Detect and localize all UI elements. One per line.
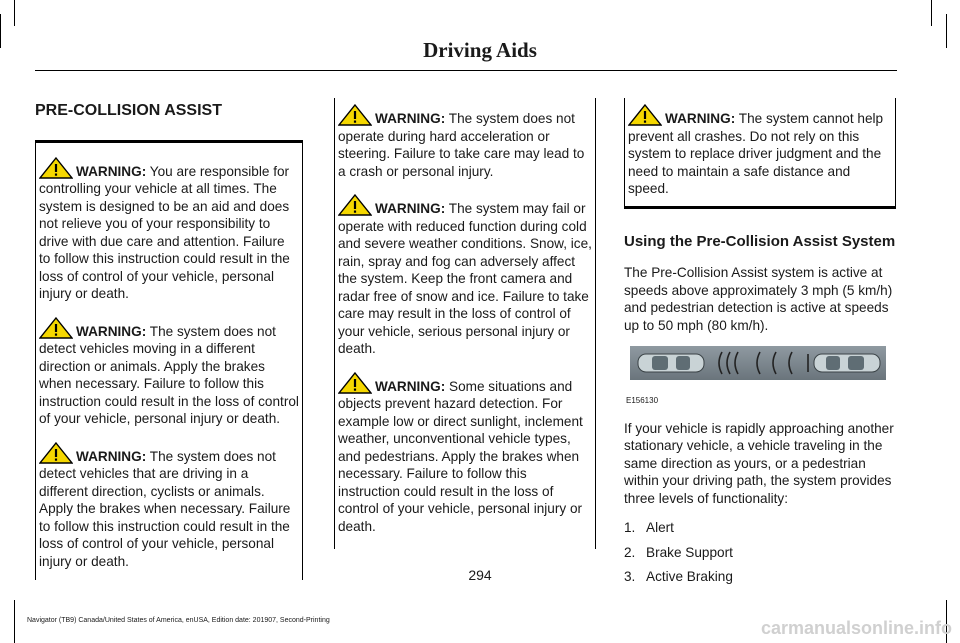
warning-triangle-icon: [628, 104, 662, 126]
warning-text: The system does not detect vehicles moving in a different direction or animals. Apply the brakes when necessary. Failure to follow this instruction could result in the loss of control of your vehicle, personal injury or death.: [39, 323, 299, 426]
paragraph: If your vehicle is rapidly approaching another stationary vehicle, a vehicle traveling in the same direction as yours, or a pedestrian within your driving path, the system provides three levels of functionality:: [624, 420, 894, 506]
footer-edition-text: Navigator (TB9) Canada/United States of America, enUSA, Edition date: 201907, Second-Printing: [27, 617, 330, 624]
list-number: 1.: [624, 520, 636, 535]
warning-block: [338, 194, 592, 358]
pre-collision-illustration: [630, 346, 886, 390]
paragraph: The Pre-Collision Assist system is active at speeds above approximately 3 mph (5 km/h) and pedestrian detection is active at speeds up to 50 mph (80 km/h).: [624, 265, 893, 333]
warning-text: You are responsible for controlling your vehicle at all times. The system is designed to be an aid and does not relieve you of your responsibility to drive with due care and attention. Failure to follow this instruction could result in the loss of control of your vehicle, personal injury or death.: [39, 163, 290, 301]
list-number: 3.: [624, 569, 636, 584]
watermark: carmanualsonline.info: [760, 618, 952, 638]
list-number: 2.: [624, 544, 636, 560]
list-text: Brake Support: [646, 544, 733, 560]
warning-triangle-icon: [39, 442, 73, 464]
crop-mark: [931, 0, 932, 26]
list-item: [624, 519, 896, 537]
section-heading: PRE-COLLISION ASSIST: [35, 102, 222, 119]
warning-label: WARNING:: [76, 448, 147, 464]
column-2: [334, 98, 596, 549]
warning-label: WARNING:: [76, 163, 147, 179]
warning-triangle-icon: [338, 194, 372, 216]
crop-mark: [14, 0, 15, 26]
warning-box: [624, 98, 896, 209]
warning-triangle-icon: [338, 104, 372, 126]
warning-block: [39, 442, 299, 571]
warning-text: The system does not operate during hard acceleration or steering. Failure to take care may lead to a crash or personal injury.: [338, 111, 585, 179]
warning-text: The system does not detect vehicles that are driving in a different direction, cyclists or animals. Apply the brakes when necessary. Failure to follow this instruction could result in the loss of control of your vehicle, personal injury or death.: [39, 448, 291, 569]
page-number: 294: [468, 567, 492, 583]
warning-box: [334, 98, 596, 549]
crop-mark: [14, 600, 15, 643]
page-header-title: Driving Aids: [423, 38, 537, 62]
warning-block: [338, 104, 592, 180]
list-text: Active Braking: [646, 569, 733, 584]
list-item: [624, 544, 896, 562]
warning-text: The system cannot help prevent all crashes. Do not rely on this system to replace driver judgment and the need to maintain a safe distance and speed.: [628, 111, 884, 196]
vehicle-detection-graphic: [630, 346, 886, 380]
warning-block: [628, 104, 892, 198]
target-vehicle-icon: [814, 354, 880, 372]
warning-block: [39, 317, 299, 428]
column-3: [624, 98, 896, 593]
warning-label: WARNING:: [375, 378, 446, 394]
sub-heading: Using the Pre-Collision Assist System: [624, 232, 896, 250]
warning-block: [338, 372, 592, 536]
warning-triangle-icon: [338, 372, 372, 394]
warning-label: WARNING:: [76, 323, 147, 339]
list-text: Alert: [646, 520, 674, 535]
figure-id: E156130: [626, 396, 659, 405]
warning-triangle-icon: [39, 317, 73, 339]
warning-box: [35, 140, 303, 581]
warning-label: WARNING:: [375, 201, 446, 216]
warning-label: WARNING:: [375, 111, 446, 126]
warning-triangle-icon: [39, 157, 73, 179]
own-vehicle-icon: [638, 354, 704, 372]
warning-label: WARNING:: [665, 111, 736, 126]
header-rule: [35, 70, 897, 71]
warning-block: [39, 157, 299, 303]
warning-text: Some situations and objects prevent hazard detection. For example low or direct sunlight, inclement weather, unconventional vehicle types, and pedestrians. Apply the brakes when necessary. Failure to follow this instruction could result in the loss of control of your vehicle, personal injury or death.: [338, 378, 583, 534]
warning-text: The system may fail or operate with reduced function during cold and severe weather conditions. Snow, ice, rain, spray and fog can adversely affect the system. Keep the front camera and radar free of snow and ice. Failure to take care may result in the loss of control of your vehicle, serious personal injury or death.: [338, 201, 592, 356]
column-1: [35, 98, 303, 580]
